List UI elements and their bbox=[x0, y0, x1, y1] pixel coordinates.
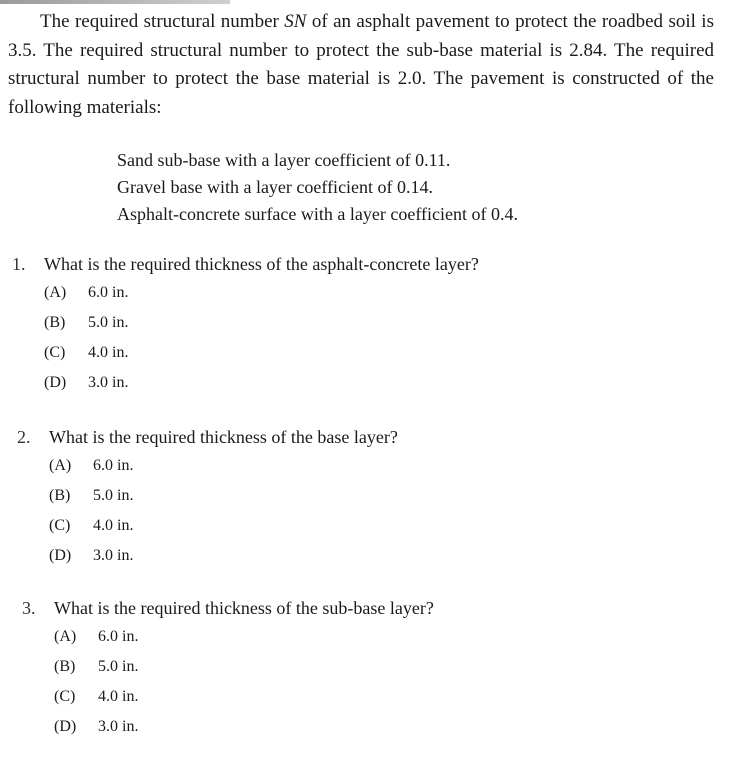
question-number: 3. bbox=[22, 598, 36, 618]
option-a bbox=[49, 451, 398, 481]
option-text: 3.0 in. bbox=[88, 374, 129, 391]
answer-options bbox=[17, 451, 398, 571]
option-c bbox=[54, 682, 434, 712]
question-number: 2. bbox=[17, 427, 31, 447]
option-a bbox=[44, 278, 479, 308]
option-b bbox=[49, 481, 398, 511]
option-letter: (A) bbox=[49, 457, 72, 474]
option-d bbox=[49, 541, 398, 571]
option-text: 5.0 in. bbox=[98, 658, 139, 675]
option-text: 4.0 in. bbox=[98, 688, 139, 705]
option-text: 4.0 in. bbox=[93, 517, 134, 534]
answer-options bbox=[22, 622, 434, 742]
material-item-surface: Asphalt-concrete surface with a layer coefficient of 0.4. bbox=[117, 204, 518, 224]
option-a bbox=[54, 622, 434, 652]
question-2 bbox=[17, 423, 398, 571]
option-b bbox=[54, 652, 434, 682]
question-text: What is the required thickness of the sub-base layer? bbox=[54, 598, 434, 618]
question-3 bbox=[22, 594, 434, 742]
option-text: 5.0 in. bbox=[93, 487, 134, 504]
sn-symbol: SN bbox=[284, 11, 307, 32]
question-text: What is the required thickness of the base layer? bbox=[49, 427, 398, 447]
option-letter: (C) bbox=[49, 517, 71, 534]
option-text: 6.0 in. bbox=[93, 457, 134, 474]
option-d bbox=[54, 712, 434, 742]
option-c bbox=[49, 511, 398, 541]
option-letter: (C) bbox=[54, 688, 76, 705]
problem-statement bbox=[8, 8, 714, 122]
option-letter: (B) bbox=[54, 658, 76, 675]
option-text: 6.0 in. bbox=[98, 628, 139, 645]
question-text: What is the required thickness of the asphalt-concrete layer? bbox=[44, 254, 479, 274]
option-text: 6.0 in. bbox=[88, 284, 129, 301]
material-item-sub-base: Sand sub-base with a layer coefficient of 0.11. bbox=[117, 150, 451, 170]
intro-text-start: The required structural number bbox=[40, 11, 285, 32]
page-edge-divider bbox=[0, 0, 230, 4]
option-letter: (C) bbox=[44, 344, 66, 361]
option-d bbox=[44, 368, 479, 398]
option-letter: (D) bbox=[49, 547, 72, 564]
option-c bbox=[44, 338, 479, 368]
question-1 bbox=[12, 250, 479, 398]
question-number: 1. bbox=[12, 254, 26, 274]
option-letter: (B) bbox=[44, 314, 66, 331]
option-letter: (D) bbox=[54, 718, 77, 735]
option-text: 3.0 in. bbox=[93, 547, 134, 564]
material-item-base: Gravel base with a layer coefficient of 0.14. bbox=[117, 177, 434, 197]
answer-options bbox=[12, 278, 479, 398]
option-text: 3.0 in. bbox=[98, 718, 139, 735]
intro-text-rest: of an asphalt pavement to protect the roadbed soil is 3.5. The required structural number to protect the sub-base material is 2.84. The required structural number to protect the base material is 2.0. The pavement is constructed of the following materials: bbox=[8, 11, 714, 118]
materials-list bbox=[117, 147, 518, 228]
option-letter: (A) bbox=[44, 284, 67, 301]
option-b bbox=[44, 308, 479, 338]
option-letter: (D) bbox=[44, 374, 67, 391]
option-letter: (B) bbox=[49, 487, 71, 504]
option-text: 4.0 in. bbox=[88, 344, 129, 361]
option-text: 5.0 in. bbox=[88, 314, 129, 331]
option-letter: (A) bbox=[54, 628, 77, 645]
